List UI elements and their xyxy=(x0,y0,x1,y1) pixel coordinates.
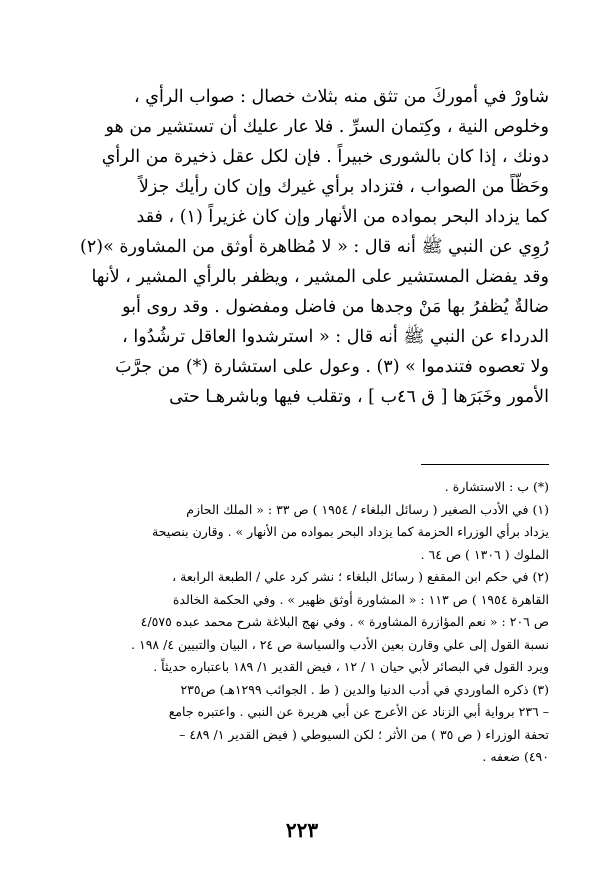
footnote-line: ص ٢٠٦ : « نعم المؤازرة المشاورة » . وفي نهج البلاغة شرح محمد عبده ٤/٥٧٥ xyxy=(140,614,549,629)
footnote-line: القاهرة ١٩٥٤ ) ص ١١٣ : « المشاورة أوثق ظهير » . وفي الحكمة الخالدة xyxy=(172,591,549,607)
footnote-line: تحفة الوزراء ( ص ٣٥ ) من الأثر ؛ لكن السيوطي ( فيض القدير ١/ ٤٨٩ – xyxy=(179,726,549,742)
footnote-line: الملوك ( ١٣٠٦ ) ص ٦٤ . xyxy=(420,546,549,562)
main-text-line: كما يزداد البحر بمواده من الأنهار وإن كان غزيراً (١) ، فقد xyxy=(136,207,549,227)
footnote-line: (٢) في حكم ابن المقفع ( رسائل البلغاء ؛ نشر كرد علي / الطبعة الرابعة ، xyxy=(172,569,549,584)
footnotes-block xyxy=(40,476,549,769)
main-text-line: ولا تعصوه فتندموا » (٣) . وعول على استشارة (*) من جرَّبَ xyxy=(115,357,549,377)
main-text-block xyxy=(40,82,549,412)
footnote-line: (*) ب : الاستشارة . xyxy=(444,479,549,494)
main-text-line: وقد يفضل المستشير على المشير ، ويظفر بالرأي المشير ، لأنها xyxy=(91,267,549,287)
footnote-line: (١) في الأدب الصغير ( رسائل البلغاء / ١٩٥٤ ) ص ٣٣ : « الملك الحازم xyxy=(186,501,549,517)
main-text-line: الأمور وخَبَرَها [ ق ٤٦ب ] ، وتقلب فيها وباشرهـا حتى xyxy=(169,387,549,407)
footnote-line: ويرد القول في البصائر لأبي حيان ١ / ١٢ ، فيض القدير ١/ ١٨٩ باعتباره حديثاً . xyxy=(153,659,549,674)
footnote-line: (٣) ذكره الماوردي في أدب الدنيا والدين ( ط . الجوائب ١٢٩٩هـ) ص٢٣٥ xyxy=(180,681,549,697)
main-text-line: وخلوص النية ، وكِتمان السرِّ . فلا عار عليك أن تستشير من هو xyxy=(105,117,549,137)
main-text-line: وحَظّاً من الصواب ، فتزداد برأي غيرك وإن كان رأيك جزلاً xyxy=(138,177,549,197)
main-text-line: ضالةٌ يُظفرُ بها مَنْ وجدها من فاضل ومفضول . وقد روى أبو xyxy=(122,297,549,317)
main-text-line: رُوِي عن النبي ﷺ أنه قال : « لا مُظاهرة أوثق من المشاورة »(٢) xyxy=(80,237,549,257)
footnote-separator xyxy=(421,464,549,465)
footnote-line: يزداد برأي الوزراء الحزمة كما يزداد البحر بمواده من الأنهار » . وقارن بنصيحة xyxy=(151,524,549,539)
footnote-line: – ٢٣٦ برواية أبي الزناد عن الأعرج عن أبي هريرة عن النبي . واعتبره جامع xyxy=(168,704,549,719)
footnote-line: ٤٩٠) ضعفه . xyxy=(482,749,549,764)
main-text-line: شاورْ في أموركَ من تثق منه بثلاث خصال : صواب الرأي ، xyxy=(134,87,549,107)
footnote-line: نسبة القول إلى علي وقارن بعين الأدب والسياسة ص ٢٤ ، البيان والتبيين ٤/ ١٩٨ . xyxy=(131,636,549,652)
main-text-line: دونك ، إذا كان بالشورى خبيراً . فإن لكل عقل ذخيرة من الرأي xyxy=(101,147,549,167)
main-text-line: الدرداء عن النبي ﷺ أنه قال : « استرشدوا العاقل ترشُدُوا ، xyxy=(122,327,549,347)
page-number: ٢٢٣ xyxy=(285,818,319,842)
